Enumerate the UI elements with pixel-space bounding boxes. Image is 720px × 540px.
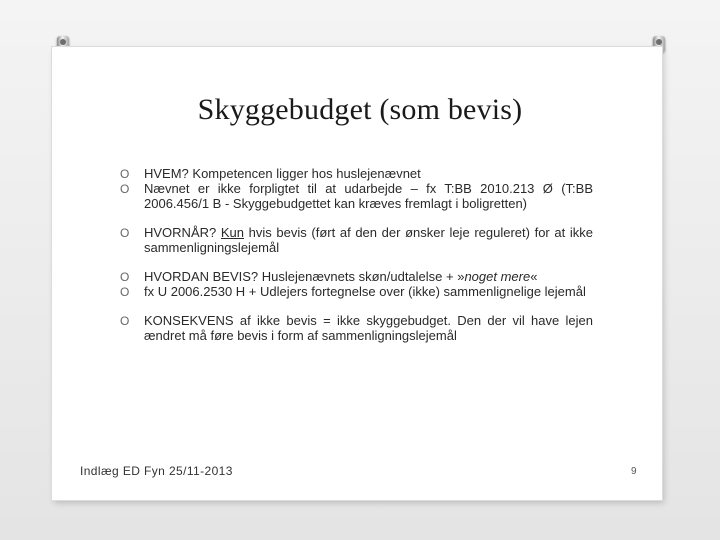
bullet-list (120, 166, 593, 343)
bullet-marker-icon: O (120, 226, 130, 240)
bullet-text: Nævnet er ikke forpligtet til at udarbejde – fx T:BB 2010.213 Ø (T:BB 2006.456/1 B - Skyggebudgettet kan kræves fremlagt i boligretten) (144, 181, 593, 211)
bullet-marker-icon: O (120, 270, 130, 284)
bullet-text: fx U 2006.2530 H + Udlejers fortegnelse over (ikke) sammenlignelige lejemål (144, 284, 586, 299)
bullet-item-hvordan (120, 269, 593, 284)
page-number: 9 (631, 466, 637, 477)
bullet-item-konsekvens (120, 313, 593, 343)
bullet-item-fx-u (120, 284, 593, 299)
bullet-text-post: « (530, 269, 538, 284)
bullet-text-pre: HVORNÅR? (144, 225, 221, 240)
slide-footer: Indlæg ED Fyn 25/11-2013 (80, 464, 233, 478)
bullet-marker-icon: O (120, 182, 130, 196)
bullet-text: KONSEKVENS af ikke bevis = ikke skyggebudget. Den der vil have lejen ændret må føre bevis i form af sammenligningslejemål (144, 313, 593, 343)
bullet-item-hvem (120, 166, 593, 181)
bullet-text-pre: HVORDAN BEVIS? Huslejenævnets skøn/udtalelse + » (144, 269, 465, 284)
bullet-item-naevnet (120, 181, 593, 211)
bullet-text: HVEM? Kompetencen ligger hos huslejenævnet (144, 166, 421, 181)
bullet-text-underlined: Kun (220, 225, 245, 240)
bullet-text-italic: noget mere (464, 269, 531, 284)
bullet-text-post: hvis bevis (ført af den der ønsker leje reguleret) for at ikke sammenligningslejemål (144, 225, 593, 255)
bullet-marker-icon: O (120, 285, 130, 299)
bullet-marker-icon: O (120, 167, 130, 181)
slide-title: Skyggebudget (som bevis) (197, 93, 523, 126)
bullet-marker-icon: O (120, 314, 130, 328)
bullet-item-hvornaar (120, 225, 593, 255)
